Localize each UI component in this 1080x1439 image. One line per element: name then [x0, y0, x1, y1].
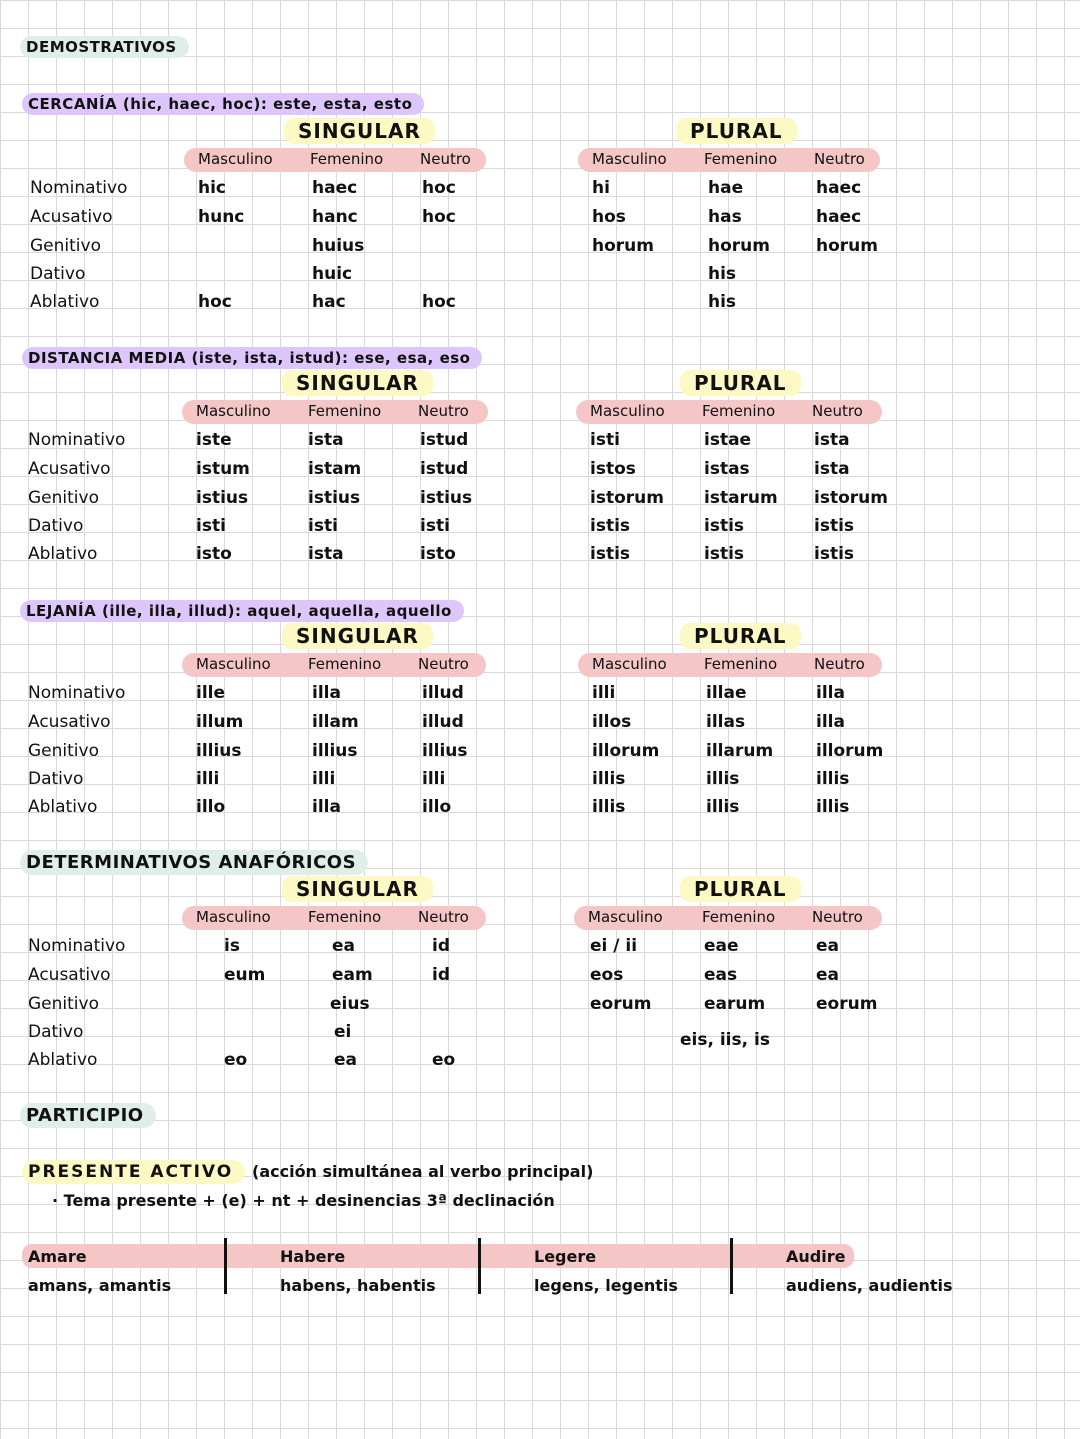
case-label: Genitivo	[28, 994, 99, 1014]
cell: ei	[334, 1022, 352, 1042]
cell: iste	[196, 430, 232, 450]
case-label: Dativo	[28, 1022, 84, 1042]
plural-gender-bar: Masculino Femenino Neutro	[578, 653, 882, 677]
case-label: Genitivo	[28, 741, 99, 761]
case-label: Acusativo	[30, 207, 113, 227]
cell: ista	[814, 459, 850, 479]
cell: his	[708, 264, 737, 284]
plural-gender-bar: Masculino Femenino Neutro	[578, 148, 880, 172]
cell: has	[708, 207, 742, 227]
section-title: CERCANÍA (hic, haec, hoc): este, esta, esto	[22, 93, 424, 115]
cell: illis	[816, 797, 850, 817]
cell: hoc	[198, 292, 232, 312]
cell: eorum	[590, 994, 652, 1014]
case-label: Genitivo	[30, 236, 101, 256]
cell: illarum	[706, 741, 774, 761]
cell: istorum	[814, 488, 888, 508]
plural-heading: PLURAL	[680, 370, 801, 396]
plural-note: eis, iis, is	[680, 1030, 770, 1050]
cell: eo	[432, 1050, 456, 1070]
cell: id	[432, 965, 450, 985]
cell: illis	[592, 769, 626, 789]
cell: illa	[312, 683, 341, 703]
cell: eorum	[816, 994, 878, 1014]
cell: illis	[706, 797, 740, 817]
case-label: Acusativo	[28, 965, 111, 985]
case-label: Nominativo	[28, 430, 126, 450]
verb-forms: habens, habentis	[280, 1276, 436, 1295]
case-label: Acusativo	[28, 459, 111, 479]
plural-heading: PLURAL	[680, 876, 801, 902]
cell: huic	[312, 264, 353, 284]
presente-activo-note: (acción simultánea al verbo principal)	[252, 1162, 594, 1181]
cell: hoc	[422, 207, 456, 227]
verb-infinitive: Habere	[280, 1247, 346, 1266]
plural-gender-bar: Masculino Femenino Neutro	[576, 400, 882, 424]
cell: eae	[704, 936, 739, 956]
cell: hae	[708, 178, 744, 198]
divider	[478, 1238, 481, 1294]
cell: istorum	[590, 488, 664, 508]
singular-heading: SINGULAR	[282, 370, 433, 396]
case-label: Nominativo	[28, 936, 126, 956]
cell: illorum	[816, 741, 884, 761]
plural-gender-bar: Masculino Femenino Neutro	[574, 906, 882, 930]
cell: illius	[422, 741, 468, 761]
cell: ista	[308, 544, 344, 564]
cell: istius	[308, 488, 361, 508]
cell: eos	[590, 965, 624, 985]
cell: haec	[816, 207, 862, 227]
cell: illius	[196, 741, 242, 761]
cell: illi	[592, 683, 616, 703]
cell: istis	[814, 516, 855, 536]
section-title: DETERMINATIVOS ANAFÓRICOS	[20, 850, 368, 875]
cell: horum	[816, 236, 878, 256]
cell: hoc	[422, 178, 456, 198]
singular-gender-bar: Masculino Femenino Neutro	[182, 653, 486, 677]
cell: istud	[420, 459, 469, 479]
cell: illos	[592, 712, 632, 732]
cell: haec	[816, 178, 862, 198]
cell: hoc	[422, 292, 456, 312]
case-label: Nominativo	[28, 683, 126, 703]
cell: istis	[704, 544, 745, 564]
cell: istius	[196, 488, 249, 508]
cell: illo	[422, 797, 452, 817]
singular-gender-bar: Masculino Femenino Neutro	[184, 148, 486, 172]
cell: istis	[704, 516, 745, 536]
cell: eas	[704, 965, 738, 985]
cell: his	[708, 292, 737, 312]
cell: illi	[422, 769, 446, 789]
cell: hi	[592, 178, 610, 198]
cell: istis	[590, 516, 631, 536]
case-label: Dativo	[30, 264, 86, 284]
divider	[730, 1238, 733, 1294]
verb-infinitive: Amare	[28, 1247, 87, 1266]
page-title: DEMOSTRATIVOS	[20, 36, 189, 58]
cell: illi	[196, 769, 220, 789]
cell: earum	[704, 994, 766, 1014]
cell: illa	[816, 712, 845, 732]
case-label: Nominativo	[30, 178, 128, 198]
cell: ea	[816, 965, 840, 985]
divider	[224, 1238, 227, 1294]
cell: istum	[196, 459, 250, 479]
verb-forms: amans, amantis	[28, 1276, 172, 1295]
cell: illam	[312, 712, 359, 732]
cell: istarum	[704, 488, 778, 508]
cell: horum	[708, 236, 770, 256]
cell: isti	[308, 516, 338, 536]
cell: istae	[704, 430, 752, 450]
case-label: Dativo	[28, 769, 84, 789]
presente-activo-title: PRESENTE ACTIVO	[22, 1160, 245, 1184]
cell: istas	[704, 459, 750, 479]
cell: istam	[308, 459, 362, 479]
cell: eum	[224, 965, 266, 985]
case-label: Acusativo	[28, 712, 111, 732]
cell: illi	[312, 769, 336, 789]
cell: illum	[196, 712, 244, 732]
verb-infinitive: Audire	[786, 1247, 846, 1266]
cell: isti	[196, 516, 226, 536]
verb-forms: audiens, audientis	[786, 1276, 953, 1295]
cell: istius	[420, 488, 473, 508]
singular-heading: SINGULAR	[282, 876, 433, 902]
cell: illud	[422, 683, 464, 703]
cell: illud	[422, 712, 464, 732]
verb-forms: legens, legentis	[534, 1276, 678, 1295]
cell: illa	[312, 797, 341, 817]
cell: illis	[706, 769, 740, 789]
case-label: Dativo	[28, 516, 84, 536]
cell: illa	[816, 683, 845, 703]
case-label: Ablativo	[28, 797, 98, 817]
cell: ea	[816, 936, 840, 956]
cell: isto	[420, 544, 456, 564]
cell: isto	[196, 544, 232, 564]
cell: istis	[814, 544, 855, 564]
singular-gender-bar: Masculino Femenino Neutro	[182, 906, 486, 930]
cell: hunc	[198, 207, 245, 227]
cell: eius	[330, 994, 370, 1014]
verb-infinitive: Legere	[534, 1247, 597, 1266]
cell: ea	[334, 1050, 358, 1070]
cell: illis	[816, 769, 850, 789]
participio-title: PARTICIPIO	[20, 1103, 156, 1128]
cell: is	[224, 936, 240, 956]
plural-heading: PLURAL	[676, 118, 797, 144]
cell: ea	[332, 936, 356, 956]
cell: isti	[420, 516, 450, 536]
cell: illo	[196, 797, 226, 817]
participio-rule: · Tema presente + (e) + nt + desinencias 3ª declinación	[52, 1191, 555, 1210]
singular-heading: SINGULAR	[282, 623, 433, 649]
cell: hac	[312, 292, 346, 312]
cell: illas	[706, 712, 746, 732]
cell: istis	[590, 544, 631, 564]
cell: istud	[420, 430, 469, 450]
case-label: Genitivo	[28, 488, 99, 508]
cell: isti	[590, 430, 620, 450]
cell: huius	[312, 236, 365, 256]
cell: illis	[592, 797, 626, 817]
cell: id	[432, 936, 450, 956]
cell: hanc	[312, 207, 358, 227]
singular-gender-bar: Masculino Femenino Neutro	[182, 400, 488, 424]
section-title: DISTANCIA MEDIA (iste, ista, istud): ese, esa, eso	[22, 347, 482, 369]
cell: ista	[308, 430, 344, 450]
case-label: Ablativo	[28, 544, 98, 564]
section-title: LEJANÍA (ille, illa, illud): aquel, aquella, aquello	[20, 600, 464, 622]
cell: ista	[814, 430, 850, 450]
cell: eo	[224, 1050, 248, 1070]
cell: ei / ii	[590, 936, 638, 956]
cell: hos	[592, 207, 626, 227]
singular-heading: SINGULAR	[284, 118, 435, 144]
cell: horum	[592, 236, 654, 256]
cell: illius	[312, 741, 358, 761]
case-label: Ablativo	[28, 1050, 98, 1070]
cell: illae	[706, 683, 747, 703]
case-label: Ablativo	[30, 292, 100, 312]
cell: ille	[196, 683, 226, 703]
cell: hic	[198, 178, 227, 198]
cell: haec	[312, 178, 358, 198]
cell: eam	[332, 965, 373, 985]
cell: illorum	[592, 741, 660, 761]
cell: istos	[590, 459, 636, 479]
plural-heading: PLURAL	[680, 623, 801, 649]
